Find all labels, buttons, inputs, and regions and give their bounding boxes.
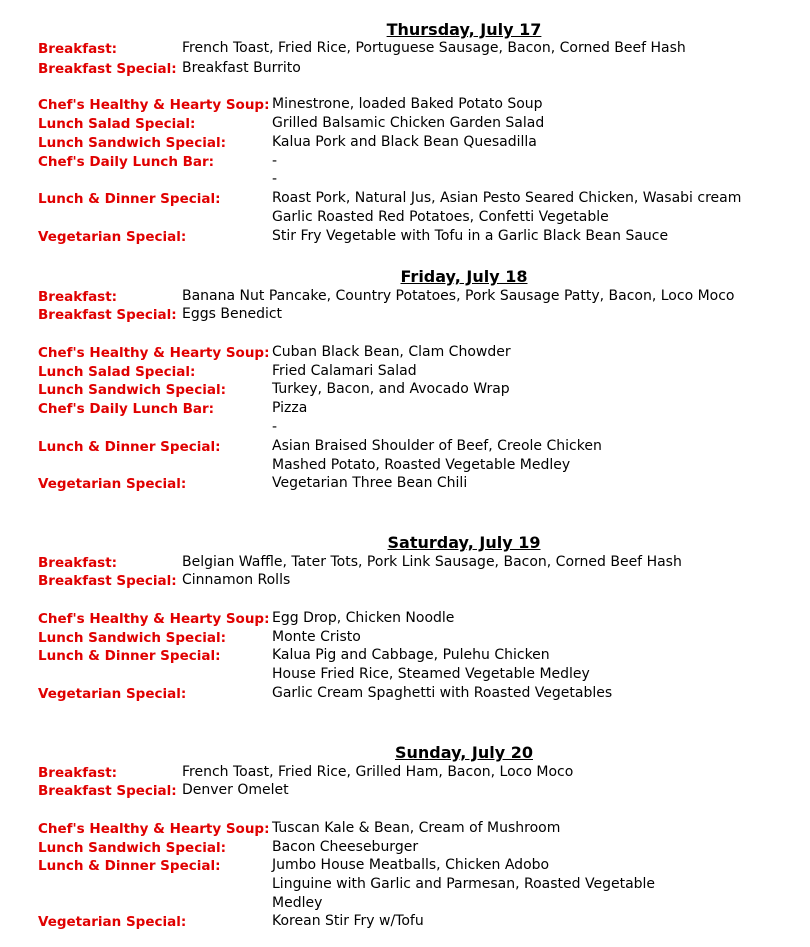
vegetarian-value: Korean Stir Fry w/Tofu bbox=[272, 913, 424, 929]
lunch-dinner-value-1: Roast Pork, Natural Jus, Asian Pesto Seared Chicken, Wasabi cream bbox=[272, 190, 742, 206]
breakfast-special-value: Breakfast Burrito bbox=[182, 60, 301, 76]
sandwich-value: Kalua Pork and Black Bean Quesadilla bbox=[272, 134, 537, 150]
lunch-bar-label: Chef's Daily Lunch Bar: bbox=[38, 154, 215, 170]
soup-value: Cuban Black Bean, Clam Chowder bbox=[272, 344, 511, 360]
breakfast-special-value: Cinnamon Rolls bbox=[182, 572, 291, 588]
soup-label: Chef's Healthy & Hearty Soup: bbox=[38, 345, 270, 361]
breakfast-special-label: Breakfast Special: bbox=[38, 783, 177, 799]
lunch-dinner-label: Lunch & Dinner Special: bbox=[38, 191, 221, 207]
vegetarian-value: Vegetarian Three Bean Chili bbox=[272, 475, 468, 491]
breakfast-value: French Toast, Fried Rice, Grilled Ham, Bacon, Loco Moco bbox=[182, 764, 574, 780]
breakfast-label: Breakfast: bbox=[38, 555, 118, 571]
breakfast-special-label: Breakfast Special: bbox=[38, 61, 177, 77]
day-title: Thursday, July 17 bbox=[386, 20, 542, 39]
salad-label: Lunch Salad Special: bbox=[38, 364, 196, 380]
sandwich-label: Lunch Sandwich Special: bbox=[38, 382, 226, 398]
sandwich-value: Turkey, Bacon, and Avocado Wrap bbox=[272, 381, 510, 397]
breakfast-label: Breakfast: bbox=[38, 289, 118, 305]
lunch-bar-value: - bbox=[272, 153, 278, 169]
vegetarian-label: Vegetarian Special: bbox=[38, 914, 187, 930]
sandwich-label: Lunch Sandwich Special: bbox=[38, 840, 226, 856]
lunch-bar-label: Chef's Daily Lunch Bar: bbox=[38, 401, 215, 417]
breakfast-value: Banana Nut Pancake, Country Potatoes, Pork Sausage Patty, Bacon, Loco Moco bbox=[182, 288, 735, 304]
sandwich-value: Bacon Cheeseburger bbox=[272, 839, 419, 855]
day-title: Friday, July 18 bbox=[400, 267, 528, 286]
breakfast-label: Breakfast: bbox=[38, 765, 118, 781]
soup-label: Chef's Healthy & Hearty Soup: bbox=[38, 821, 270, 837]
breakfast-label: Breakfast: bbox=[38, 41, 118, 57]
lunch-dinner-value-1: Asian Braised Shoulder of Beef, Creole Chicken bbox=[272, 438, 602, 454]
vegetarian-value: Garlic Cream Spaghetti with Roasted Vegetables bbox=[272, 685, 613, 701]
lunch-dinner-value-2: Garlic Roasted Red Potatoes, Confetti Vegetable bbox=[272, 209, 609, 225]
sandwich-label: Lunch Sandwich Special: bbox=[38, 630, 226, 646]
sandwich-value: Monte Cristo bbox=[272, 629, 361, 645]
lunch-dinner-value-1: Kalua Pig and Cabbage, Pulehu Chicken bbox=[272, 647, 550, 663]
sandwich-label: Lunch Sandwich Special: bbox=[38, 135, 226, 151]
lunch-dinner-value-3: Medley bbox=[272, 895, 323, 911]
soup-value: Minestrone, loaded Baked Potato Soup bbox=[272, 96, 543, 112]
breakfast-special-label: Breakfast Special: bbox=[38, 573, 177, 589]
soup-value: Tuscan Kale & Bean, Cream of Mushroom bbox=[272, 820, 561, 836]
lunch-dinner-value-2: Linguine with Garlic and Parmesan, Roasted Vegetable bbox=[272, 876, 656, 892]
lunch-dinner-label: Lunch & Dinner Special: bbox=[38, 439, 221, 455]
breakfast-value: Belgian Waffle, Tater Tots, Pork Link Sausage, Bacon, Corned Beef Hash bbox=[182, 554, 682, 570]
salad-value: Fried Calamari Salad bbox=[272, 363, 417, 379]
soup-label: Chef's Healthy & Hearty Soup: bbox=[38, 611, 270, 627]
breakfast-special-value: Eggs Benedict bbox=[182, 306, 283, 322]
salad-label: Lunch Salad Special: bbox=[38, 116, 196, 132]
vegetarian-label: Vegetarian Special: bbox=[38, 686, 187, 702]
day-title: Sunday, July 20 bbox=[395, 743, 533, 762]
lunch-dinner-label: Lunch & Dinner Special: bbox=[38, 648, 221, 664]
breakfast-special-label: Breakfast Special: bbox=[38, 307, 177, 323]
lunch-bar-dash: - bbox=[272, 171, 278, 187]
breakfast-value: French Toast, Fried Rice, Portuguese Sausage, Bacon, Corned Beef Hash bbox=[182, 40, 686, 56]
lunch-bar-value: Pizza bbox=[272, 400, 308, 416]
lunch-dinner-label: Lunch & Dinner Special: bbox=[38, 858, 221, 874]
day-title: Saturday, July 19 bbox=[387, 533, 541, 552]
salad-value: Grilled Balsamic Chicken Garden Salad bbox=[272, 115, 545, 131]
soup-label: Chef's Healthy & Hearty Soup: bbox=[38, 97, 270, 113]
lunch-dinner-value-2: House Fried Rice, Steamed Vegetable Medley bbox=[272, 666, 590, 682]
lunch-dinner-value-2: Mashed Potato, Roasted Vegetable Medley bbox=[272, 457, 571, 473]
vegetarian-label: Vegetarian Special: bbox=[38, 476, 187, 492]
lunch-bar-dash: - bbox=[272, 419, 278, 435]
breakfast-special-value: Denver Omelet bbox=[182, 782, 289, 798]
vegetarian-label: Vegetarian Special: bbox=[38, 229, 187, 245]
lunch-dinner-value-1: Jumbo House Meatballs, Chicken Adobo bbox=[272, 857, 550, 873]
vegetarian-value: Stir Fry Vegetable with Tofu in a Garlic Black Bean Sauce bbox=[272, 228, 669, 244]
soup-value: Egg Drop, Chicken Noodle bbox=[272, 610, 455, 626]
